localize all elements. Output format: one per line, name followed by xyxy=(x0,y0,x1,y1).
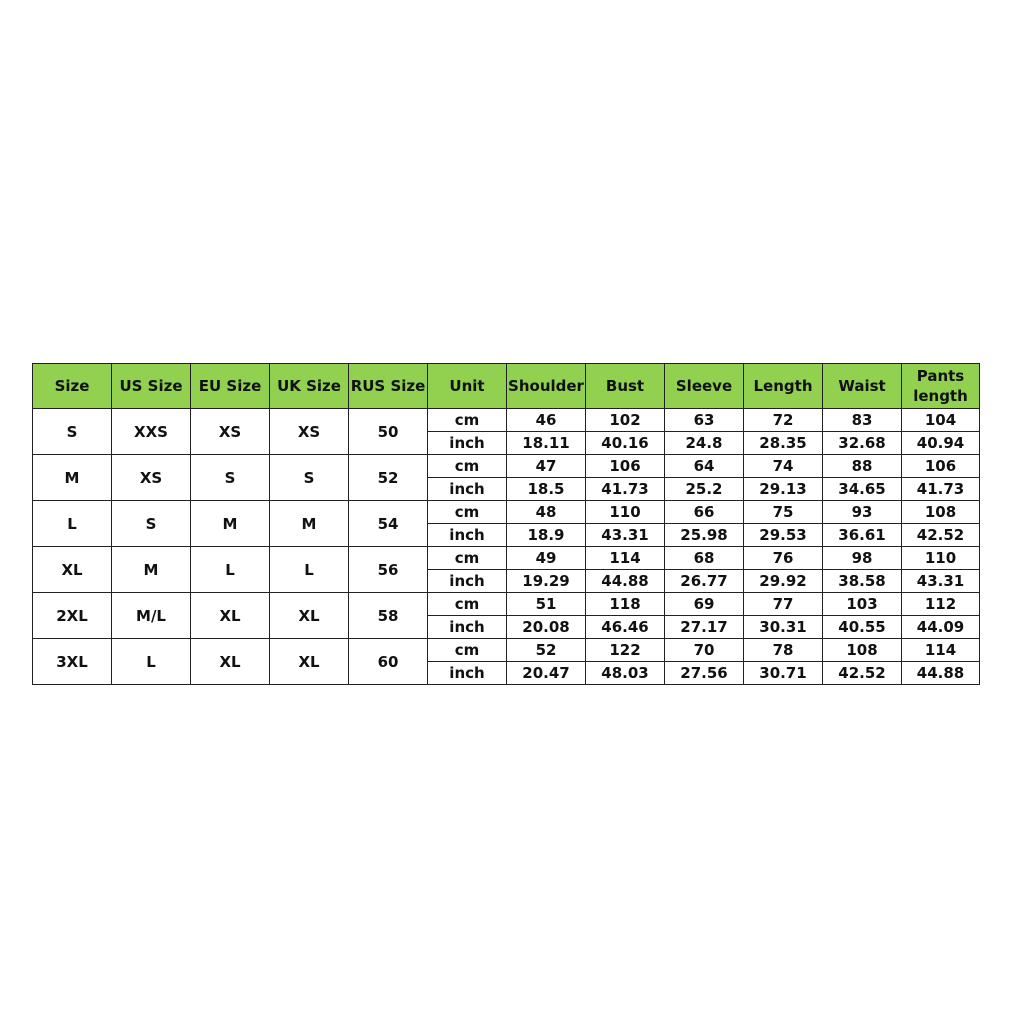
eu-size-cell: XL xyxy=(191,639,270,685)
pants-length-cell: 41.73 xyxy=(902,478,980,501)
waist-cell: 42.52 xyxy=(823,662,902,685)
uk-size-cell: S xyxy=(270,455,349,501)
sleeve-cell: 69 xyxy=(665,593,744,616)
length-cell: 78 xyxy=(744,639,823,662)
length-cell: 30.31 xyxy=(744,616,823,639)
waist-cell: 103 xyxy=(823,593,902,616)
size-cell: M xyxy=(33,455,112,501)
table-row xyxy=(33,455,980,478)
length-cell: 74 xyxy=(744,455,823,478)
rus-size-cell: 52 xyxy=(349,455,428,501)
length-cell: 75 xyxy=(744,501,823,524)
header-sleeve: Sleeve xyxy=(665,364,744,409)
shoulder-cell: 18.11 xyxy=(507,432,586,455)
eu-size-cell: XL xyxy=(191,593,270,639)
sleeve-cell: 27.17 xyxy=(665,616,744,639)
header-uk-size: UK Size xyxy=(270,364,349,409)
bust-cell: 48.03 xyxy=(586,662,665,685)
sleeve-cell: 25.98 xyxy=(665,524,744,547)
shoulder-cell: 49 xyxy=(507,547,586,570)
size-chart-body xyxy=(33,409,980,685)
rus-size-cell: 50 xyxy=(349,409,428,455)
us-size-cell: L xyxy=(112,639,191,685)
unit-cell: inch xyxy=(428,432,507,455)
waist-cell: 108 xyxy=(823,639,902,662)
sleeve-cell: 66 xyxy=(665,501,744,524)
pants-length-cell: 42.52 xyxy=(902,524,980,547)
waist-cell: 83 xyxy=(823,409,902,432)
sleeve-cell: 24.8 xyxy=(665,432,744,455)
unit-cell: cm xyxy=(428,501,507,524)
sleeve-cell: 26.77 xyxy=(665,570,744,593)
waist-cell: 34.65 xyxy=(823,478,902,501)
length-cell: 29.92 xyxy=(744,570,823,593)
length-cell: 30.71 xyxy=(744,662,823,685)
unit-cell: cm xyxy=(428,409,507,432)
bust-cell: 41.73 xyxy=(586,478,665,501)
shoulder-cell: 48 xyxy=(507,501,586,524)
size-cell: XL xyxy=(33,547,112,593)
size-chart-table xyxy=(32,363,980,685)
waist-cell: 38.58 xyxy=(823,570,902,593)
pants-length-cell: 114 xyxy=(902,639,980,662)
unit-cell: cm xyxy=(428,593,507,616)
us-size-cell: XXS xyxy=(112,409,191,455)
bust-cell: 44.88 xyxy=(586,570,665,593)
eu-size-cell: L xyxy=(191,547,270,593)
header-size: Size xyxy=(33,364,112,409)
bust-cell: 122 xyxy=(586,639,665,662)
header-row xyxy=(33,364,980,409)
header-length: Length xyxy=(744,364,823,409)
shoulder-cell: 51 xyxy=(507,593,586,616)
us-size-cell: S xyxy=(112,501,191,547)
header-eu-size: EU Size xyxy=(191,364,270,409)
bust-cell: 106 xyxy=(586,455,665,478)
header-us-size: US Size xyxy=(112,364,191,409)
table-row xyxy=(33,593,980,616)
eu-size-cell: M xyxy=(191,501,270,547)
shoulder-cell: 47 xyxy=(507,455,586,478)
pants-length-cell: 104 xyxy=(902,409,980,432)
us-size-cell: XS xyxy=(112,455,191,501)
shoulder-cell: 46 xyxy=(507,409,586,432)
pants-length-cell: 110 xyxy=(902,547,980,570)
size-cell: L xyxy=(33,501,112,547)
sleeve-cell: 70 xyxy=(665,639,744,662)
table-row xyxy=(33,639,980,662)
pants-length-cell: 43.31 xyxy=(902,570,980,593)
shoulder-cell: 20.08 xyxy=(507,616,586,639)
rus-size-cell: 56 xyxy=(349,547,428,593)
shoulder-cell: 18.5 xyxy=(507,478,586,501)
sleeve-cell: 25.2 xyxy=(665,478,744,501)
length-cell: 77 xyxy=(744,593,823,616)
rus-size-cell: 60 xyxy=(349,639,428,685)
table-row xyxy=(33,501,980,524)
pants-length-cell: 44.09 xyxy=(902,616,980,639)
uk-size-cell: M xyxy=(270,501,349,547)
unit-cell: cm xyxy=(428,639,507,662)
unit-cell: inch xyxy=(428,662,507,685)
waist-cell: 36.61 xyxy=(823,524,902,547)
length-cell: 29.53 xyxy=(744,524,823,547)
header-unit: Unit xyxy=(428,364,507,409)
unit-cell: cm xyxy=(428,455,507,478)
waist-cell: 32.68 xyxy=(823,432,902,455)
us-size-cell: M/L xyxy=(112,593,191,639)
pants-length-cell: 112 xyxy=(902,593,980,616)
eu-size-cell: XS xyxy=(191,409,270,455)
bust-cell: 43.31 xyxy=(586,524,665,547)
shoulder-cell: 52 xyxy=(507,639,586,662)
waist-cell: 40.55 xyxy=(823,616,902,639)
rus-size-cell: 54 xyxy=(349,501,428,547)
uk-size-cell: XL xyxy=(270,593,349,639)
bust-cell: 114 xyxy=(586,547,665,570)
length-cell: 28.35 xyxy=(744,432,823,455)
length-cell: 72 xyxy=(744,409,823,432)
header-pants-length: Pants length xyxy=(902,364,980,409)
bust-cell: 46.46 xyxy=(586,616,665,639)
bust-cell: 110 xyxy=(586,501,665,524)
bust-cell: 118 xyxy=(586,593,665,616)
unit-cell: inch xyxy=(428,524,507,547)
unit-cell: cm xyxy=(428,547,507,570)
shoulder-cell: 20.47 xyxy=(507,662,586,685)
pants-length-cell: 44.88 xyxy=(902,662,980,685)
sleeve-cell: 68 xyxy=(665,547,744,570)
pants-length-cell: 40.94 xyxy=(902,432,980,455)
eu-size-cell: S xyxy=(191,455,270,501)
waist-cell: 88 xyxy=(823,455,902,478)
uk-size-cell: XL xyxy=(270,639,349,685)
waist-cell: 98 xyxy=(823,547,902,570)
bust-cell: 102 xyxy=(586,409,665,432)
size-cell: S xyxy=(33,409,112,455)
us-size-cell: M xyxy=(112,547,191,593)
size-cell: 3XL xyxy=(33,639,112,685)
table-row xyxy=(33,547,980,570)
bust-cell: 40.16 xyxy=(586,432,665,455)
length-cell: 29.13 xyxy=(744,478,823,501)
pants-length-cell: 108 xyxy=(902,501,980,524)
size-cell: 2XL xyxy=(33,593,112,639)
length-cell: 76 xyxy=(744,547,823,570)
sleeve-cell: 64 xyxy=(665,455,744,478)
uk-size-cell: XS xyxy=(270,409,349,455)
shoulder-cell: 18.9 xyxy=(507,524,586,547)
pants-length-cell: 106 xyxy=(902,455,980,478)
sleeve-cell: 63 xyxy=(665,409,744,432)
header-waist: Waist xyxy=(823,364,902,409)
unit-cell: inch xyxy=(428,570,507,593)
header-shoulder: Shoulder xyxy=(507,364,586,409)
rus-size-cell: 58 xyxy=(349,593,428,639)
table-row xyxy=(33,409,980,432)
unit-cell: inch xyxy=(428,478,507,501)
sleeve-cell: 27.56 xyxy=(665,662,744,685)
waist-cell: 93 xyxy=(823,501,902,524)
header-rus-size: RUS Size xyxy=(349,364,428,409)
uk-size-cell: L xyxy=(270,547,349,593)
shoulder-cell: 19.29 xyxy=(507,570,586,593)
header-bust: Bust xyxy=(586,364,665,409)
unit-cell: inch xyxy=(428,616,507,639)
